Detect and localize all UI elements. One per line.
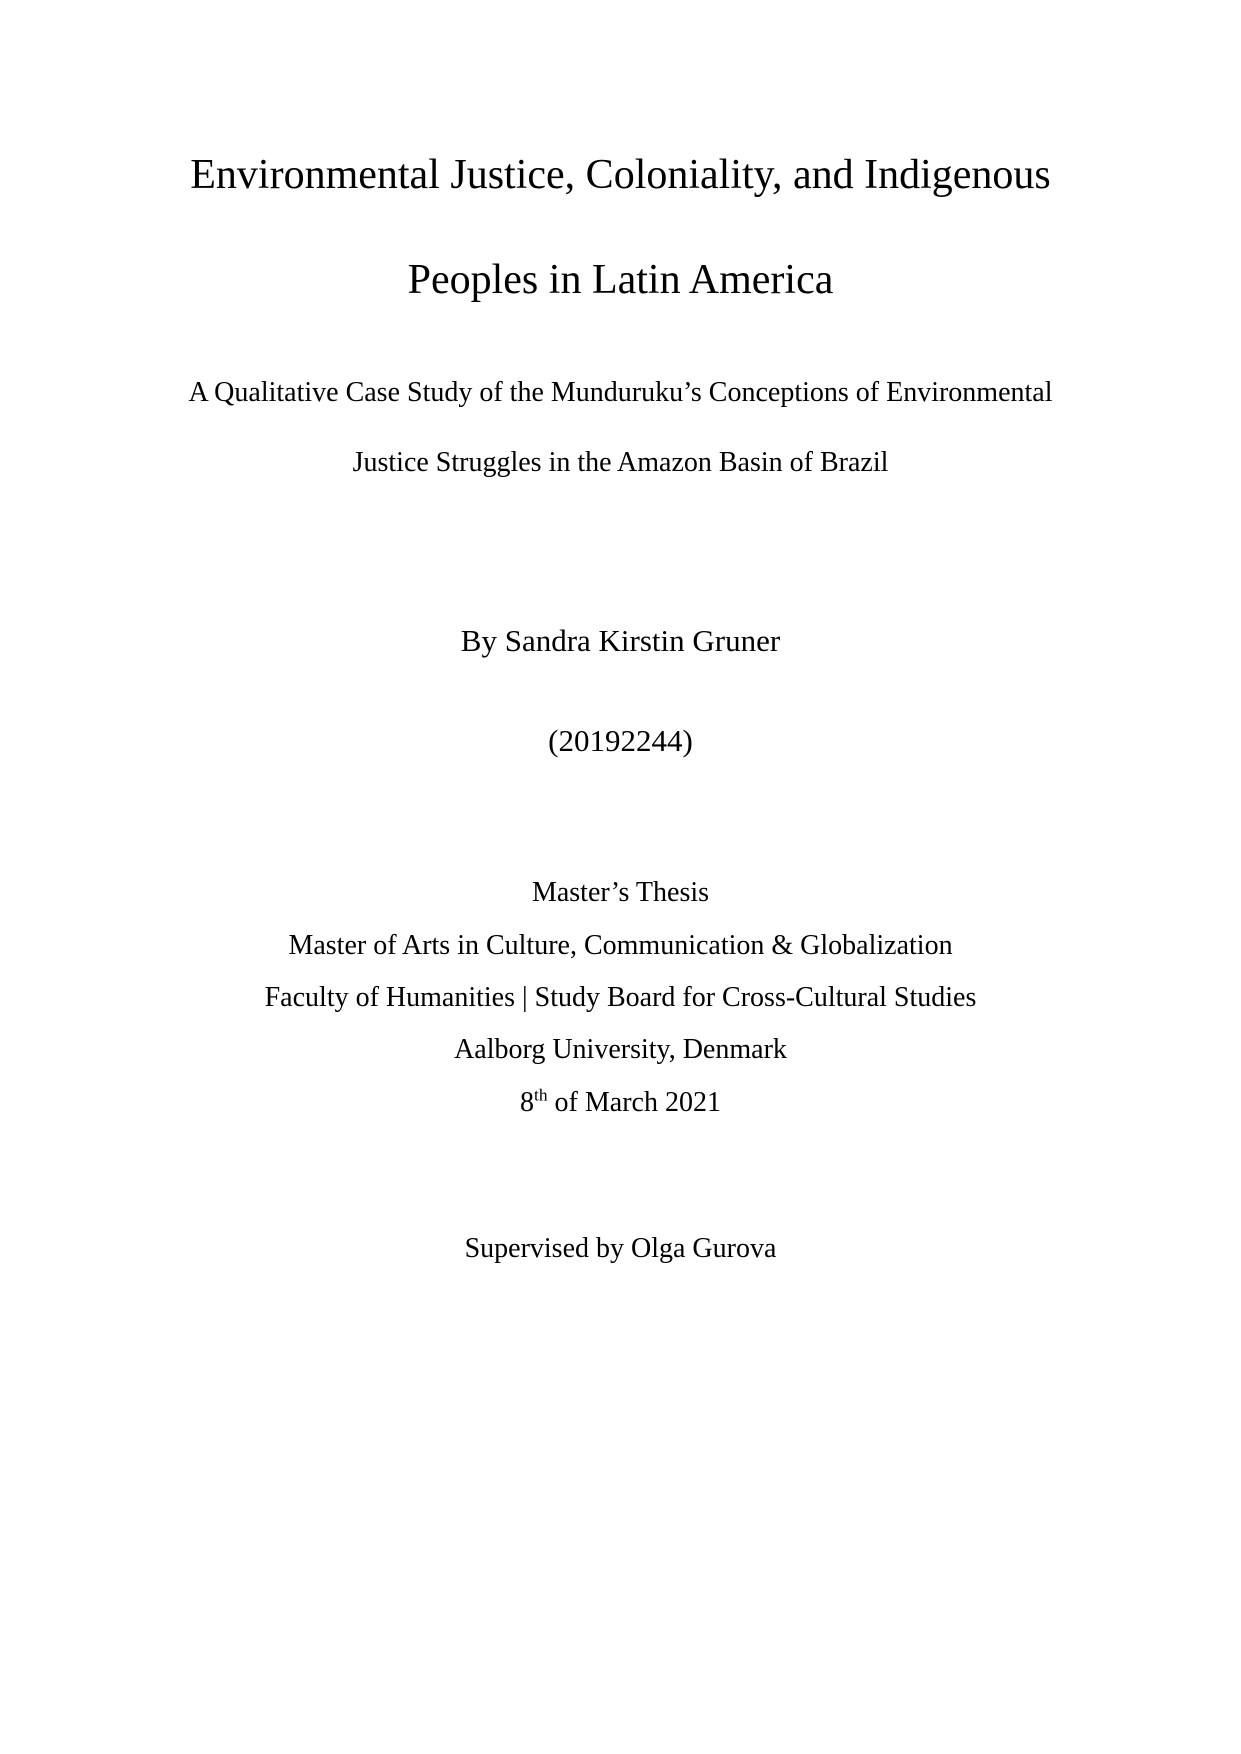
thesis-subtitle-line1: A Qualitative Case Study of the Munduruku’s Conceptions of Environmental [188,377,1053,408]
student-id: (20192244) [548,723,693,758]
submission-date [0,1086,1241,1120]
thesis-title-line1: Environmental Justice, Coloniality, and Indigenous [190,152,1051,198]
date-day: 8 [520,1087,535,1118]
university-name: Aalborg University, Denmark [454,1034,787,1065]
date-rest: of March 2021 [547,1087,721,1118]
thesis-subtitle-line2: Justice Struggles in the Amazon Basin of Brazil [352,447,889,478]
faculty-name: Faculty of Humanities | Study Board for Cross-Cultural Studies [264,982,977,1013]
program-name: Master of Arts in Culture, Communication & Globalization [288,930,953,961]
supervisor-line: Supervised by Olga Gurova [464,1233,777,1264]
author-byline: By Sandra Kirstin Gruner [460,623,781,658]
thesis-type: Master’s Thesis [531,877,710,908]
thesis-title-line2: Peoples in Latin America [407,257,834,303]
date-ordinal-suffix: th [534,1085,548,1105]
